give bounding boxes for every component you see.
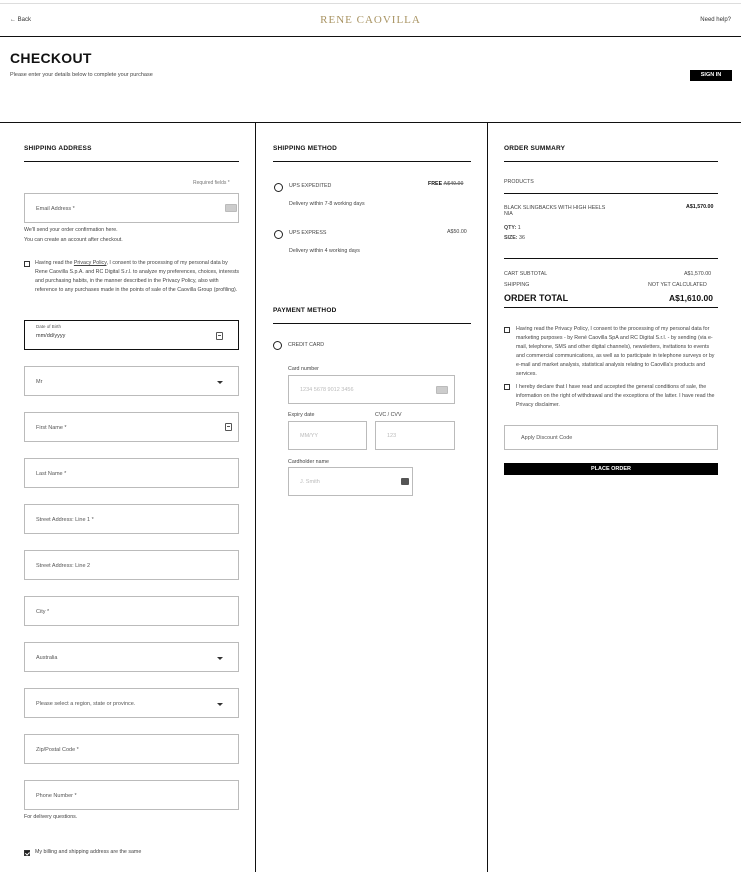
place-order-button[interactable]: PLACE ORDER	[504, 463, 718, 475]
ups-expedited-label[interactable]: UPS EXPEDITED	[289, 183, 332, 189]
billing-same-checkbox[interactable]	[24, 850, 30, 856]
email-note-1: We'll send your order confirmation here.	[24, 227, 118, 233]
street-line2-label: Street Address: Line 2	[36, 563, 91, 569]
ups-express-radio[interactable]	[274, 230, 283, 239]
street-line1-field[interactable]	[24, 504, 239, 534]
calendar-icon[interactable]	[216, 332, 223, 340]
zip-field[interactable]	[24, 734, 239, 764]
phone-field[interactable]	[24, 780, 239, 810]
autofill-icon	[225, 204, 237, 212]
discount-code-label: Apply Discount Code	[521, 435, 573, 441]
cardholder-label: Cardholder name	[288, 459, 329, 465]
city-field[interactable]	[24, 596, 239, 626]
ups-express-price: A$50.00	[447, 229, 467, 235]
totals-divider	[504, 258, 718, 259]
first-name-label: First Name *	[36, 425, 67, 431]
marketing-consent-text: Having read the Privacy Policy, I consent to the processing of my personal data for marketing purposes - by René Caovilla SpA and RC Digital S.r.l. - by sending (via e-mail, telephone, SMS and other digital channels), newsletters, invitations to events and commercial communications, as well as to participate in telephone surveys or by e-mail and market analysis, statistical analysis relating to Caovilla's products and services.	[516, 326, 715, 377]
expiry-placeholder: MM/YY	[300, 433, 319, 439]
credit-card-radio[interactable]	[273, 341, 282, 350]
order-total-label: ORDER TOTAL	[504, 293, 569, 303]
qty-value: 1	[517, 225, 521, 231]
order-total-value: A$1,610.00	[669, 293, 713, 303]
consents-divider	[504, 307, 718, 308]
shipping-method-underline	[273, 161, 471, 162]
ups-expedited-price	[428, 180, 463, 189]
shipping-cost-label: SHIPPING	[504, 282, 530, 288]
ups-expedited-note: Delivery within 7-8 working days	[289, 201, 365, 207]
last-name-label: Last Name *	[36, 471, 67, 477]
street-line2-field[interactable]	[24, 550, 239, 580]
dob-field[interactable]	[24, 320, 239, 350]
payment-method-underline	[273, 323, 471, 324]
page-title: CHECKOUT	[10, 50, 92, 66]
cart-subtotal-label: CART SUBTOTAL	[504, 271, 548, 277]
phone-note: For delivery questions.	[24, 814, 78, 820]
dob-label: Date of Birth	[36, 324, 62, 329]
terms-consent-checkbox[interactable]	[504, 384, 510, 390]
street-line1-label: Street Address: Line 1 *	[36, 517, 94, 523]
cvc-label: CVC / CVV	[375, 412, 402, 418]
order-summary-title: ORDER SUMMARY	[504, 145, 566, 152]
order-summary-underline	[504, 161, 718, 162]
email-field[interactable]	[24, 193, 239, 223]
section-top-divider	[0, 122, 741, 123]
city-label: City *	[36, 609, 50, 615]
region-select-value: Please select a region, state or province.	[36, 701, 136, 707]
qty-line	[504, 224, 521, 233]
title-select-value: Mr	[36, 379, 43, 385]
card-number-label: Card number	[288, 366, 319, 372]
dob-placeholder: mm/dd/yyyy	[36, 333, 66, 339]
free-price: FREE	[428, 181, 443, 187]
shipping-method-title: SHIPPING METHOD	[273, 145, 338, 152]
cart-subtotal-value: A$1,570.00	[684, 271, 712, 277]
chevron-down-icon	[217, 703, 223, 706]
privacy-prefix: Having read the	[35, 260, 74, 266]
email-note-2: You can create an account after checkout.	[24, 237, 123, 243]
expiry-label: Expiry date	[288, 412, 315, 418]
sign-in-button[interactable]: SIGN IN	[690, 70, 732, 81]
credit-card-icon	[436, 386, 448, 394]
chevron-down-icon	[217, 657, 223, 660]
products-label: PRODUCTS	[504, 179, 534, 185]
profiling-consent-checkbox[interactable]	[24, 261, 30, 267]
shipping-address-underline	[24, 161, 239, 162]
zip-label: Zip/Postal Code *	[36, 747, 79, 753]
card-number-placeholder: 1234 5678 9012 3456	[300, 387, 354, 393]
cvc-field[interactable]	[375, 421, 455, 450]
privacy-consent-body: , I consent to the processing of my personal data by Rene Caovilla S.p.A. and RC Digital S.r.l. to analyze my preferences, choices, interests and purchasing habits, in the manner described in the Privacy Policy, also with reference to any purchases made in the points of sale of the Caovilla Group (profiling).	[35, 260, 240, 293]
country-select[interactable]	[24, 642, 239, 672]
cardholder-field[interactable]	[288, 467, 413, 496]
country-select-value: Australia	[36, 655, 58, 661]
title-select[interactable]	[24, 366, 239, 396]
credit-card-label[interactable]: CREDIT CARD	[288, 342, 325, 348]
first-name-field[interactable]	[24, 412, 239, 442]
header	[0, 4, 741, 37]
size-value: 36	[519, 235, 525, 241]
discount-code-field[interactable]	[504, 425, 718, 450]
product-price: A$1,570.00	[686, 204, 714, 210]
ups-express-label[interactable]: UPS EXPRESS	[289, 230, 327, 236]
terms-consent-text: I hereby declare that I have read and accepted the general conditions of sale, the information on the right of withdrawal and the exceptions of the latter. I have read the Privacy disclaimer.	[516, 384, 715, 408]
payment-method-title: PAYMENT METHOD	[273, 307, 337, 314]
chevron-down-icon	[217, 381, 223, 384]
profiling-consent-text	[35, 259, 240, 295]
expiry-field[interactable]	[288, 421, 367, 450]
ups-express-note: Delivery within 4 working days	[289, 248, 360, 254]
contact-card-icon	[401, 478, 409, 485]
cardholder-placeholder: J. Smith	[300, 479, 320, 485]
billing-same-label: My billing and shipping address are the same	[35, 849, 142, 855]
need-help-link[interactable]: Need help?	[700, 17, 731, 23]
cvc-placeholder: 123	[387, 433, 397, 439]
email-label: Email Address *	[36, 206, 75, 212]
last-name-field[interactable]	[24, 458, 239, 488]
privacy-policy-link[interactable]: Privacy Policy	[73, 260, 107, 266]
column-divider-2	[487, 122, 488, 872]
contact-card-icon	[225, 423, 232, 431]
back-link[interactable]: ← Back	[10, 17, 32, 23]
size-label: SIZE:	[504, 235, 518, 241]
page-subtitle: Please enter your details below to complete your purchase	[10, 72, 153, 78]
old-price: A$40.00	[443, 181, 464, 187]
brand-logo[interactable]: RENE CAOVILLA	[320, 14, 421, 26]
size-line	[504, 234, 525, 243]
qty-label: QTY:	[504, 225, 517, 231]
shipping-cost-value: NOT YET CALCULATED	[648, 282, 707, 288]
required-fields-note: Required fields *	[193, 180, 230, 186]
products-divider	[504, 193, 718, 194]
card-number-field[interactable]	[288, 375, 455, 404]
shipping-address-title: SHIPPING ADDRESS	[24, 145, 92, 152]
region-select[interactable]	[24, 688, 239, 718]
ups-expedited-radio[interactable]	[274, 183, 283, 192]
column-divider-1	[255, 122, 256, 872]
marketing-consent-checkbox[interactable]	[504, 327, 510, 333]
product-name[interactable]: BLACK SLINGBACKS WITH HIGH HEELS NIA	[504, 205, 606, 217]
phone-label: Phone Number *	[36, 793, 77, 799]
